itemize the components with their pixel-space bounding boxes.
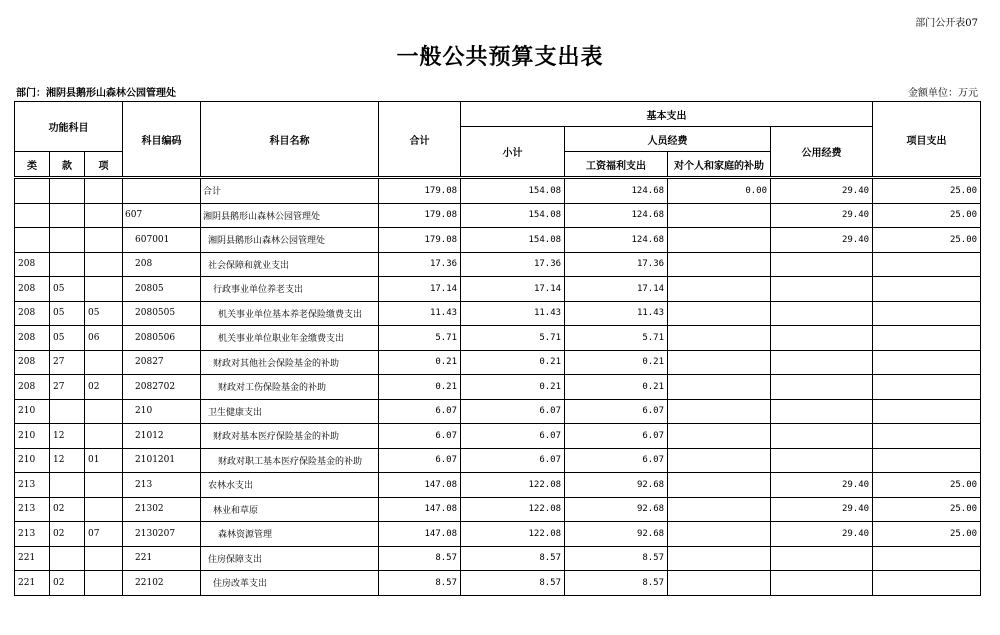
cell-public-expense [771,399,873,424]
header-salary: 工资福利支出 [565,152,668,177]
cell-lei [15,179,50,204]
cell-subject-code: 22102 [123,571,201,596]
cell-total: 6.07 [379,399,461,424]
cell-salary: 124.68 [565,228,668,253]
cell-total: 179.08 [379,179,461,204]
cell-subject-code: 607001 [123,228,201,253]
cell-subject-code: 21302 [123,497,201,522]
header-personnel: 人员经费 [565,127,771,152]
cell-subsidy [668,424,771,449]
cell-subject-code: 208 [123,252,201,277]
cell-kuan [50,546,85,571]
cell-kuan: 05 [50,301,85,326]
cell-salary: 17.14 [565,277,668,302]
cell-salary: 0.21 [565,375,668,400]
cell-subject-code: 2101201 [123,448,201,473]
cell-project-expense [873,571,981,596]
table-row [15,326,981,351]
cell-public-expense [771,252,873,277]
cell-subject-code [123,179,201,204]
cell-total: 8.57 [379,571,461,596]
cell-subtotal: 154.08 [461,228,565,253]
cell-public-expense: 29.40 [771,522,873,547]
cell-subject-name: 住房保障支出 [201,546,379,571]
table-row [15,473,981,498]
cell-subject-code: 210 [123,399,201,424]
header-total: 合计 [379,102,461,177]
table-row [15,522,981,547]
cell-subject-code: 20827 [123,350,201,375]
cell-subject-name: 农林水支出 [201,473,379,498]
cell-salary: 8.57 [565,571,668,596]
header-project-expense: 项目支出 [873,102,981,177]
cell-total: 179.08 [379,203,461,228]
cell-kuan: 27 [50,350,85,375]
cell-subject-name: 湘阴县鹅形山森林公园管理处 [201,228,379,253]
header-lei: 类 [15,152,50,177]
cell-subject-name: 社会保障和就业支出 [201,252,379,277]
cell-public-expense [771,424,873,449]
cell-project-expense [873,252,981,277]
cell-subject-name: 财政对其他社会保险基金的补助 [201,350,379,375]
table-row [15,252,981,277]
cell-kuan: 02 [50,522,85,547]
budget-table [14,101,981,596]
cell-subject-name: 财政对基本医疗保险基金的补助 [201,424,379,449]
amount-unit-label: 金额单位：万元 [908,88,978,99]
cell-salary: 124.68 [565,203,668,228]
cell-subtotal: 17.36 [461,252,565,277]
cell-kuan: 12 [50,424,85,449]
cell-total: 147.08 [379,473,461,498]
table-row [15,497,981,522]
cell-project-expense: 25.00 [873,179,981,204]
cell-lei: 210 [15,448,50,473]
cell-subject-name: 财政对职工基本医疗保险基金的补助 [201,448,379,473]
cell-lei: 221 [15,571,50,596]
form-number: 部门公开表07 [915,18,978,29]
cell-subsidy: 0.00 [668,179,771,204]
cell-subject-name: 机关事业单位基本养老保险缴费支出 [201,301,379,326]
header-xiang: 项 [85,152,123,177]
header-subsidy: 对个人和家庭的补助 [668,152,771,177]
cell-lei: 210 [15,424,50,449]
cell-subject-code: 2130207 [123,522,201,547]
cell-xiang: 02 [85,375,123,400]
cell-subsidy [668,399,771,424]
cell-salary: 6.07 [565,399,668,424]
cell-salary: 6.07 [565,424,668,449]
cell-subtotal: 6.07 [461,399,565,424]
cell-subject-name: 财政对工伤保险基金的补助 [201,375,379,400]
cell-kuan [50,473,85,498]
cell-subsidy [668,375,771,400]
cell-public-expense [771,301,873,326]
cell-xiang: 05 [85,301,123,326]
cell-subject-code: 221 [123,546,201,571]
cell-subsidy [668,326,771,351]
table-row [15,228,981,253]
cell-xiang [85,424,123,449]
cell-total: 0.21 [379,375,461,400]
cell-subject-name: 湘阴县鹅形山森林公园管理处 [201,203,379,228]
cell-subsidy [668,497,771,522]
cell-subsidy [668,277,771,302]
cell-total: 179.08 [379,228,461,253]
cell-subject-code: 2082702 [123,375,201,400]
cell-subtotal: 154.08 [461,203,565,228]
cell-subtotal: 5.71 [461,326,565,351]
cell-xiang [85,399,123,424]
cell-public-expense [771,571,873,596]
table-row [15,375,981,400]
cell-lei: 208 [15,252,50,277]
cell-total: 11.43 [379,301,461,326]
cell-lei: 213 [15,473,50,498]
cell-project-expense: 25.00 [873,473,981,498]
table-row [15,179,981,204]
table-row [15,399,981,424]
cell-total: 147.08 [379,497,461,522]
cell-public-expense: 29.40 [771,497,873,522]
cell-project-expense: 25.00 [873,522,981,547]
cell-subtotal: 122.08 [461,497,565,522]
cell-public-expense [771,326,873,351]
cell-project-expense [873,399,981,424]
cell-subject-code: 2080506 [123,326,201,351]
cell-salary: 11.43 [565,301,668,326]
table-row [15,350,981,375]
cell-salary: 92.68 [565,497,668,522]
cell-subject-name: 行政事业单位养老支出 [201,277,379,302]
cell-subject-code: 21012 [123,424,201,449]
cell-public-expense [771,448,873,473]
cell-xiang [85,203,123,228]
cell-subject-name: 卫生健康支出 [201,399,379,424]
cell-subsidy [668,522,771,547]
cell-subject-code: 213 [123,473,201,498]
cell-kuan [50,179,85,204]
cell-subject-name: 森林资源管理 [201,522,379,547]
cell-lei: 213 [15,522,50,547]
cell-salary: 5.71 [565,326,668,351]
page-title: 一般公共预算支出表 [396,44,604,70]
header-subtotal: 小计 [461,127,565,177]
cell-public-expense [771,375,873,400]
header-subject-code: 科目编码 [123,102,201,177]
cell-xiang [85,277,123,302]
table-row [15,571,981,596]
cell-xiang: 07 [85,522,123,547]
cell-subject-name: 机关事业单位职业年金缴费支出 [201,326,379,351]
cell-salary: 17.36 [565,252,668,277]
cell-salary: 92.68 [565,473,668,498]
cell-xiang [85,473,123,498]
cell-lei: 208 [15,326,50,351]
cell-kuan: 05 [50,277,85,302]
cell-salary: 6.07 [565,448,668,473]
cell-lei: 210 [15,399,50,424]
cell-kuan: 02 [50,571,85,596]
cell-salary: 92.68 [565,522,668,547]
cell-subsidy [668,473,771,498]
header-subject-name: 科目名称 [201,102,379,177]
cell-subject-name: 住房改革支出 [201,571,379,596]
cell-public-expense: 29.40 [771,179,873,204]
table-row [15,448,981,473]
table-row [15,203,981,228]
cell-total: 0.21 [379,350,461,375]
header-public-expense: 公用经费 [771,127,873,177]
cell-subsidy [668,448,771,473]
table-row [15,277,981,302]
cell-subtotal: 8.57 [461,546,565,571]
cell-xiang [85,350,123,375]
cell-total: 6.07 [379,448,461,473]
table-row [15,301,981,326]
cell-public-expense: 29.40 [771,228,873,253]
cell-subsidy [668,571,771,596]
cell-subtotal: 154.08 [461,179,565,204]
cell-subtotal: 122.08 [461,522,565,547]
cell-xiang: 01 [85,448,123,473]
cell-subject-code: 2080505 [123,301,201,326]
cell-subsidy [668,228,771,253]
cell-xiang [85,228,123,253]
header-basic-expense: 基本支出 [461,102,873,127]
cell-total: 17.36 [379,252,461,277]
cell-salary: 124.68 [565,179,668,204]
cell-xiang [85,497,123,522]
cell-project-expense: 25.00 [873,497,981,522]
cell-xiang [85,252,123,277]
cell-total: 5.71 [379,326,461,351]
cell-lei: 221 [15,546,50,571]
cell-subtotal: 6.07 [461,448,565,473]
cell-subsidy [668,546,771,571]
table-row [15,424,981,449]
cell-total: 17.14 [379,277,461,302]
cell-xiang [85,179,123,204]
cell-subtotal: 11.43 [461,301,565,326]
cell-public-expense [771,350,873,375]
cell-subject-code: 20805 [123,277,201,302]
table-body [15,177,981,596]
cell-subsidy [668,252,771,277]
cell-xiang [85,571,123,596]
cell-subtotal: 0.21 [461,350,565,375]
cell-total: 8.57 [379,546,461,571]
cell-subject-name: 林业和草原 [201,497,379,522]
cell-lei: 213 [15,497,50,522]
cell-lei: 208 [15,375,50,400]
cell-salary: 8.57 [565,546,668,571]
cell-project-expense [873,326,981,351]
cell-public-expense: 29.40 [771,203,873,228]
cell-xiang [85,546,123,571]
cell-kuan: 12 [50,448,85,473]
cell-total: 6.07 [379,424,461,449]
cell-project-expense [873,350,981,375]
cell-subtotal: 0.21 [461,375,565,400]
cell-kuan [50,252,85,277]
cell-subsidy [668,203,771,228]
cell-project-expense [873,546,981,571]
header-function-subject: 功能科目 [15,102,123,152]
cell-project-expense: 25.00 [873,228,981,253]
cell-lei [15,203,50,228]
cell-kuan [50,203,85,228]
cell-subtotal: 6.07 [461,424,565,449]
cell-subtotal: 8.57 [461,571,565,596]
cell-subtotal: 122.08 [461,473,565,498]
cell-kuan [50,399,85,424]
table-row [15,546,981,571]
cell-subject-name: 合计 [201,179,379,204]
cell-lei: 208 [15,277,50,302]
cell-xiang: 06 [85,326,123,351]
cell-public-expense: 29.40 [771,473,873,498]
cell-lei: 208 [15,350,50,375]
cell-kuan: 05 [50,326,85,351]
cell-project-expense [873,424,981,449]
cell-kuan: 02 [50,497,85,522]
cell-public-expense [771,277,873,302]
cell-project-expense [873,301,981,326]
cell-public-expense [771,546,873,571]
cell-subsidy [668,301,771,326]
cell-subtotal: 17.14 [461,277,565,302]
cell-kuan: 27 [50,375,85,400]
department-label: 部门：湘阴县鹅形山森林公园管理处 [16,88,176,99]
cell-project-expense [873,448,981,473]
cell-subsidy [668,350,771,375]
cell-subject-code: 607 [123,203,201,228]
cell-total: 147.08 [379,522,461,547]
cell-project-expense: 25.00 [873,203,981,228]
cell-salary: 0.21 [565,350,668,375]
header-kuan: 款 [50,152,85,177]
cell-project-expense [873,277,981,302]
cell-project-expense [873,375,981,400]
cell-lei [15,228,50,253]
cell-kuan [50,228,85,253]
cell-lei: 208 [15,301,50,326]
